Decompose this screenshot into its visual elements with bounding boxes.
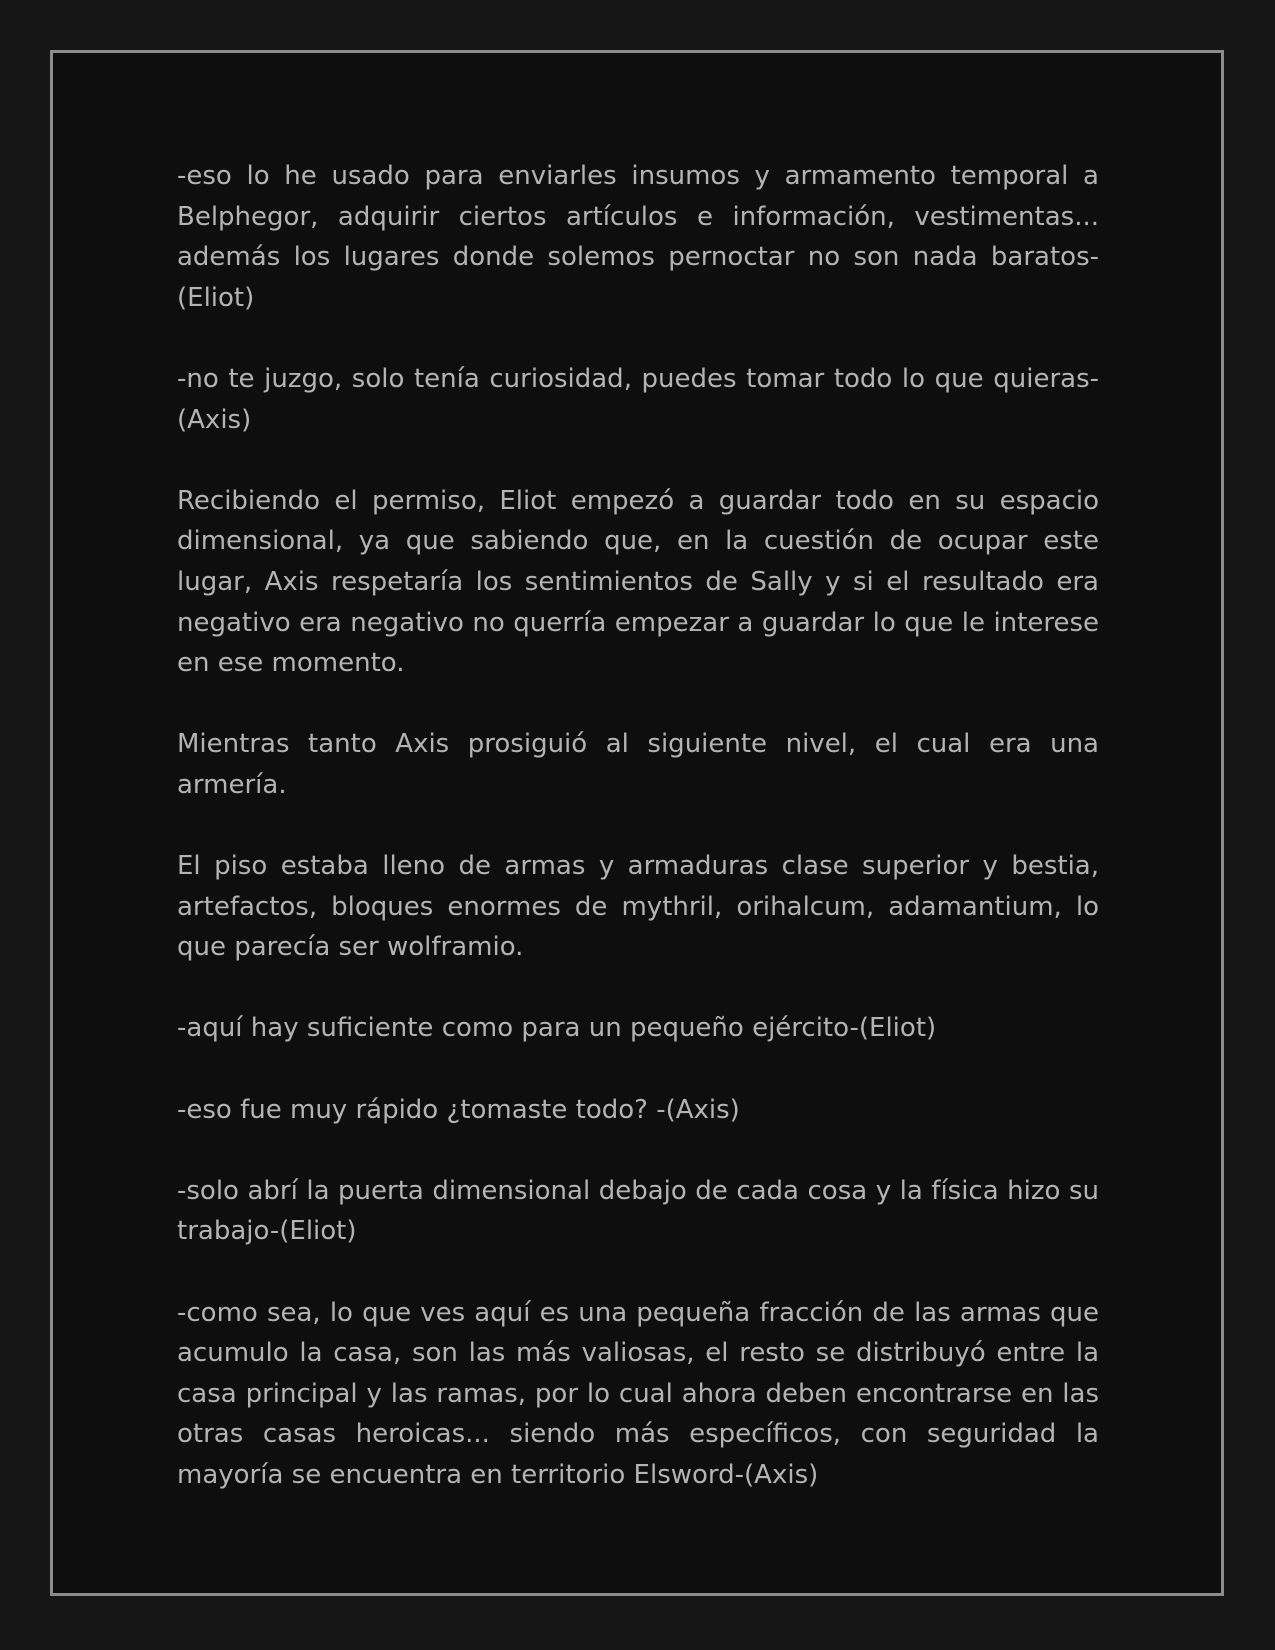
paragraph: -aquí hay suficiente como para un pequeño ejército-(Eliot)	[177, 1013, 937, 1044]
paragraph: -eso fue muy rápido ¿tomaste todo? -(Axis)	[177, 1094, 740, 1125]
paragraph: -como sea, lo que ves aquí es una pequeña fracción de las armas que acumulo la casa, son las más valiosas, el resto se distribuyó entre la casa principal y las ramas, por lo cual ahora deben encontrarse en las otras casas heroicas... siendo más específicos, con seguridad la mayoría se encuentra en territorio Elsword-(Axis)	[177, 1297, 1099, 1490]
page-frame	[50, 50, 1224, 1596]
paragraph: -eso lo he usado para enviarles insumos y armamento temporal a Belphegor, adquirir ciertos artículos e información, vestimentas... además los lugares donde solemos pernoctar no son nada baratos-(Eliot)	[177, 161, 1099, 313]
paragraph: El piso estaba lleno de armas y armaduras clase superior y bestia, artefactos, bloques enormes de mythril, orihalcum, adamantium, lo que parecía ser wolframio.	[177, 851, 1099, 963]
document-body	[177, 156, 1099, 1496]
paragraph: Recibiendo el permiso, Eliot empezó a guardar todo en su espacio dimensional, ya que sabiendo que, en la cuestión de ocupar este lugar, Axis respetaría los sentimientos de Sally y si el resultado era negativo era negativo no querría empezar a guardar lo que le interese en ese momento.	[177, 485, 1099, 679]
paragraph: Mientras tanto Axis prosiguió al siguiente nivel, el cual era una armería.	[177, 729, 1099, 800]
paragraph: -no te juzgo, solo tenía curiosidad, puedes tomar todo lo que quieras-(Axis)	[177, 363, 1099, 435]
paragraph: -solo abrí la puerta dimensional debajo de cada cosa y la física hizo su trabajo-(Eliot)	[177, 1175, 1099, 1247]
